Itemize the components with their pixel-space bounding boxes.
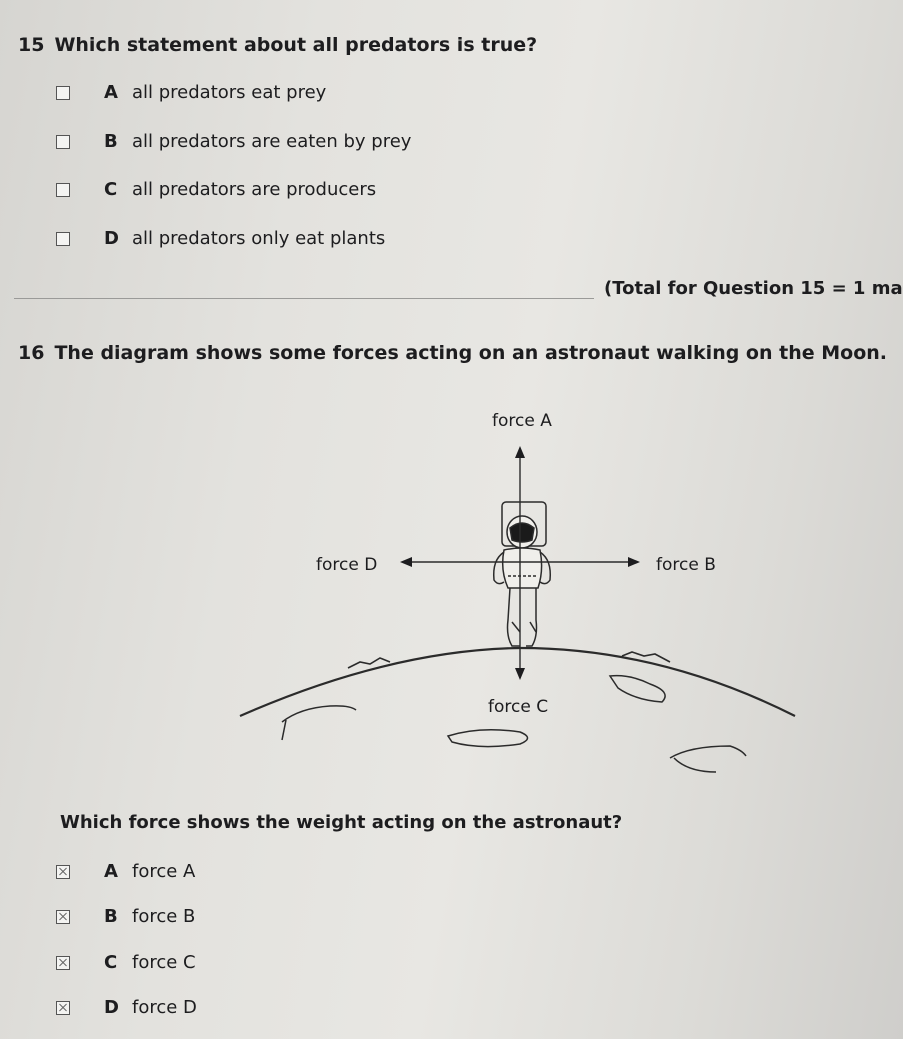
question-16-prompt: Which force shows the weight acting on the astronaut? [60,812,623,833]
q16-option-b-text: force B [132,906,196,927]
astronaut-right-leg [526,588,537,646]
q16-option-d-text: force D [132,997,197,1018]
force-c-label: force C [488,697,549,717]
crater-3 [610,676,665,702]
q15-option-d-checkbox[interactable] [56,232,70,246]
q16-option-c-checkbox[interactable] [56,956,70,970]
q16-option-a-text: force A [132,861,196,882]
q15-option-d[interactable] [56,228,385,249]
question-16-heading [18,342,887,364]
q15-option-a[interactable] [56,82,326,103]
q15-option-b[interactable] [56,131,411,152]
question-15-text: Which statement about all predators is true? [54,34,538,56]
q16-option-b-letter: B [104,906,118,927]
crater-1-rim [282,720,286,740]
force-b-arrowhead [628,557,640,567]
force-d-label: force D [316,555,378,575]
q15-option-a-text: all predators eat prey [132,82,327,103]
q16-option-c-letter: C [104,952,118,973]
q15-option-c-text: all predators are producers [132,179,377,200]
q16-option-b[interactable] [56,906,195,927]
q15-option-b-letter: B [104,131,118,152]
crater-2 [448,730,528,747]
force-b-label: force B [656,555,716,575]
q16-option-c-text: force C [132,952,196,973]
question-15-total: (Total for Question 15 = 1 ma [604,278,903,299]
force-c-arrowhead [515,668,525,680]
q15-option-b-checkbox[interactable] [56,135,70,149]
question-15-heading [18,34,537,56]
q16-option-d[interactable] [56,997,197,1018]
q16-option-a-checkbox[interactable] [56,865,70,879]
q15-option-b-text: all predators are eaten by prey [132,131,412,152]
astronaut-forces-diagram [230,400,810,790]
astronaut-torso [503,548,542,588]
force-d-arrowhead [400,557,412,567]
question-16-number: 16 [18,342,45,364]
surface-bump-right [622,652,670,662]
q15-option-c-letter: C [104,179,118,200]
q15-option-c-checkbox[interactable] [56,183,70,197]
q16-option-d-checkbox[interactable] [56,1001,70,1015]
question-15-number: 15 [18,34,45,56]
q16-option-d-letter: D [104,997,119,1018]
q15-option-a-letter: A [104,82,118,103]
astronaut-leg-detail [512,622,536,632]
q16-option-c[interactable] [56,952,196,973]
q15-option-a-checkbox[interactable] [56,86,70,100]
astronaut-left-leg [508,588,521,646]
q16-option-a[interactable] [56,861,195,882]
q15-option-c[interactable] [56,179,376,200]
astronaut-figure [494,502,551,646]
force-a-arrowhead [515,446,525,458]
crater-4-rim [674,758,716,772]
q15-option-d-letter: D [104,228,119,249]
astronaut-visor [510,523,534,542]
crater-4 [670,746,746,758]
q16-option-a-letter: A [104,861,118,882]
q15-option-d-text: all predators only eat plants [132,228,386,249]
question-16-text: The diagram shows some forces acting on an astronaut walking on the Moon. [54,342,887,364]
question-divider [14,298,594,299]
force-a-label: force A [492,411,552,431]
crater-1 [282,706,356,722]
q16-option-b-checkbox[interactable] [56,910,70,924]
